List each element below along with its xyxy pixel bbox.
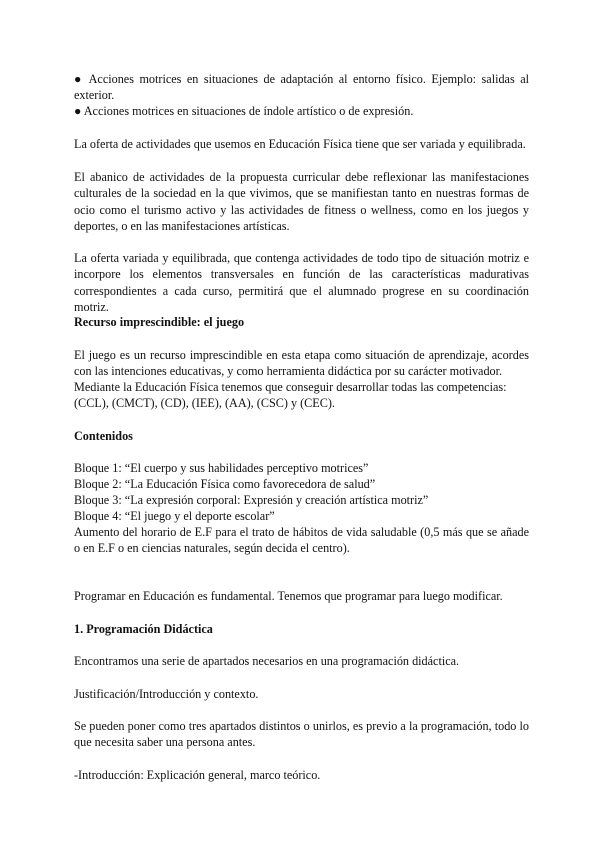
bullet-item: ● Acciones motrices en situaciones de índole artístico o de expresión. <box>74 104 414 118</box>
paragraph: (CCL), (CMCT), (CD), (IEE), (AA), (CSC) y (CEC). <box>74 396 335 410</box>
paragraph: -Introducción: Explicación general, marco teórico. <box>74 768 321 782</box>
paragraph: Aumento del horario de E.F para el trato de hábitos de vida saludable (0,5 más que se añade o en E.F o en ciencias naturales, según decida el centro). <box>74 525 529 556</box>
section-heading: 1. Programación Didáctica <box>74 622 213 636</box>
paragraph: Se pueden poner como tres apartados distintos o unirlos, es previo a la programación, todo lo que necesita saber una persona antes. <box>74 719 529 750</box>
paragraph: Programar en Educación es fundamental. Tenemos que programar para luego modificar. <box>74 589 503 603</box>
list-item: Bloque 4: “El juego y el deporte escolar” <box>74 509 275 523</box>
list-item: Bloque 1: “El cuerpo y sus habilidades perceptivo motrices” <box>74 461 369 475</box>
list-item: Bloque 3: “La expresión corporal: Expresión y creación artística motriz” <box>74 493 429 507</box>
section-heading: Contenidos <box>74 429 133 443</box>
section-heading: Recurso imprescindible: el juego <box>74 315 245 329</box>
paragraph: Encontramos una serie de apartados necesarios en una programación didáctica. <box>74 654 460 668</box>
paragraph: Justificación/Introducción y contexto. <box>74 687 259 701</box>
bullet-item: ● Acciones motrices en situaciones de adaptación al entorno físico. Ejemplo: salidas al exterior. <box>74 72 529 103</box>
list-item: Bloque 2: “La Educación Física como favorecedora de salud” <box>74 477 376 491</box>
paragraph: La oferta de actividades que usemos en Educación Física tiene que ser variada y equilibrada. <box>74 137 526 151</box>
paragraph: El juego es un recurso imprescindible en esta etapa como situación de aprendizaje, acordes con las intenciones educativas, y como herramienta didáctica por su carácter motivador. <box>74 348 529 379</box>
paragraph: La oferta variada y equilibrada, que contenga actividades de todo tipo de situación motriz e incorpore los elementos transversales en función de las características madurativas correspondientes a cada curso, permitirá que el alumnado progrese en su coordinación motriz. <box>74 251 529 314</box>
paragraph: Mediante la Educación Física tenemos que conseguir desarrollar todas las competencias: <box>74 380 507 394</box>
paragraph: El abanico de actividades de la propuesta curricular debe reflexionar las manifestaciones culturales de la sociedad en la que vivimos, que se manifiestan tanto en nuestras formas de ocio como el turismo activo y las actividades de fitness o wellness, como en los juegos y deportes, o en las manifestaciones artísticas. <box>74 170 529 233</box>
